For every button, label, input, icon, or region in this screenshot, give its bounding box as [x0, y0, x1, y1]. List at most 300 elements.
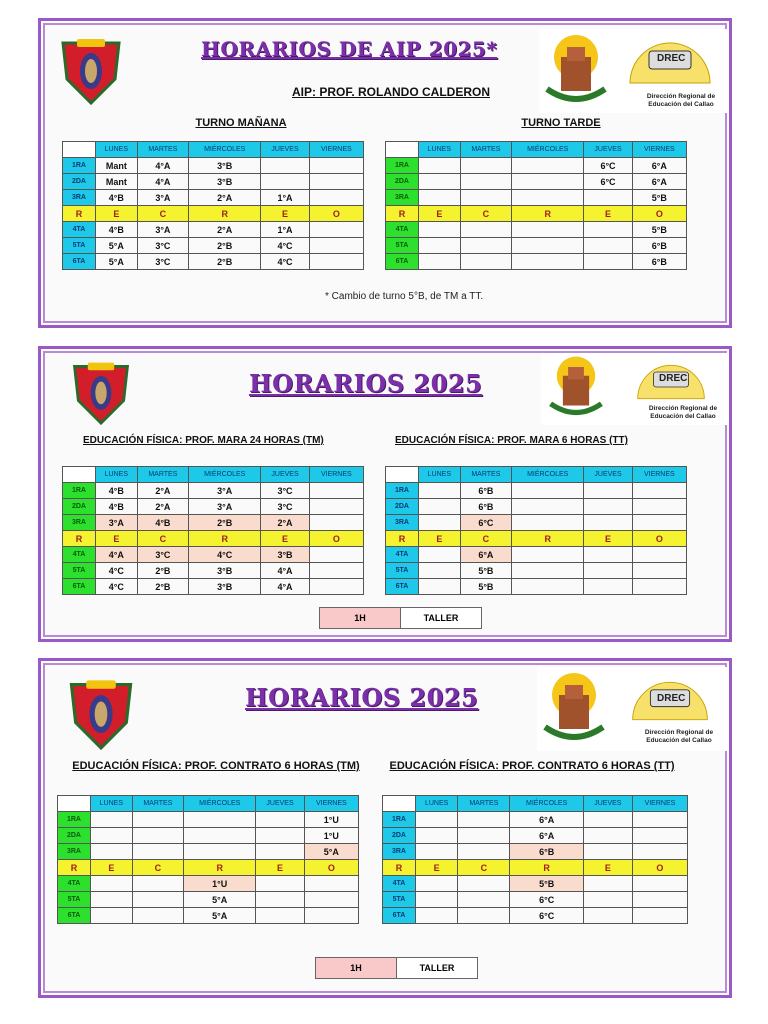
schedule-cell: [460, 158, 511, 174]
table-row: [58, 876, 359, 892]
schedule-cell: [309, 483, 363, 499]
table-row: [383, 844, 688, 860]
hour-label: 2DA: [63, 499, 96, 515]
left-shift-label: TURNO MAÑANA: [195, 117, 287, 129]
schedule-cell: 3°C: [137, 238, 188, 254]
schedule-cell: [632, 499, 686, 515]
schedule-cell: [132, 892, 183, 908]
schedule-cell: [309, 238, 363, 254]
hour-label: 5TA: [383, 892, 416, 908]
schedule-table-contrato-tm: [57, 795, 359, 924]
schedule-cell: 3°B: [189, 579, 261, 595]
schedule-cell: [256, 812, 304, 828]
schedule-cell: [460, 222, 511, 238]
schedule-cell: [184, 812, 256, 828]
recess-cell: E: [256, 860, 304, 876]
table-row: [383, 876, 688, 892]
schedule-cell: [632, 483, 686, 499]
schedule-cell: 6°C: [584, 174, 632, 190]
schedule-cell: 4°A: [96, 547, 138, 563]
schedule-cell: [584, 222, 632, 238]
callao-region-icon: [539, 669, 609, 749]
schedule-cell: [458, 844, 510, 860]
table-row: [386, 483, 687, 499]
schedule-cell: 3°B: [189, 158, 261, 174]
corner-cell: [63, 142, 96, 158]
schedule-cell: 4°C: [189, 547, 261, 563]
recess-cell: R: [58, 860, 91, 876]
recess-cell: R: [510, 860, 583, 876]
recess-cell: C: [132, 860, 183, 876]
schedule-cell: [460, 174, 511, 190]
recess-cell: R: [63, 531, 96, 547]
hour-label: 4TA: [383, 876, 416, 892]
schedule-cell: 4°A: [261, 563, 309, 579]
schedule-cell: 5°A: [184, 908, 256, 924]
hour-label: 4TA: [58, 876, 91, 892]
schedule-cell: 4°B: [96, 222, 138, 238]
legend: [315, 957, 478, 979]
recess-cell: E: [96, 206, 138, 222]
schedule-cell: [416, 908, 458, 924]
schedule-cell: [256, 892, 304, 908]
day-header: JUEVES: [261, 467, 309, 483]
day-header: VIERNES: [632, 142, 686, 158]
schedule-cell: [419, 547, 461, 563]
schedule-cell: [583, 812, 632, 828]
schedule-cell: [304, 908, 358, 924]
day-header: JUEVES: [261, 142, 309, 158]
schedule-cell: Mant: [96, 158, 138, 174]
schedule-cell: 6°B: [632, 254, 686, 270]
schedule-cell: 3°B: [189, 563, 261, 579]
schedule-cell: [309, 579, 363, 595]
schedule-cell: 3°C: [261, 499, 309, 515]
table-row: [58, 812, 359, 828]
schedule-cell: [632, 812, 687, 828]
schedule-cell: [512, 563, 584, 579]
recess-cell: R: [386, 206, 419, 222]
day-header: MIÉRCOLES: [512, 467, 584, 483]
card-title: HORARIOS 2025: [249, 369, 483, 398]
schedule-cell: 5°B: [632, 222, 686, 238]
table-row: [383, 812, 688, 828]
schedule-cell: 4°B: [96, 499, 138, 515]
schedule-cell: [583, 892, 632, 908]
schedule-cell: [458, 908, 510, 924]
schedule-cell: [460, 254, 511, 270]
schedule-cell: [512, 222, 584, 238]
schedule-cell: 4°C: [96, 579, 138, 595]
schedule-table-mara-tm: [62, 466, 364, 595]
table-row: [63, 254, 364, 270]
table-row: [63, 563, 364, 579]
header-row: [58, 796, 359, 812]
hour-label: 1RA: [386, 483, 419, 499]
hour-label: 4TA: [386, 547, 419, 563]
recess-cell: E: [583, 860, 632, 876]
schedule-cell: 1°A: [261, 190, 309, 206]
schedule-cell: [632, 892, 687, 908]
table-row: [383, 892, 688, 908]
hour-label: 1RA: [386, 158, 419, 174]
drec-caption: Dirección Regional de Educación del Callao: [644, 729, 714, 744]
table-row: [386, 579, 687, 595]
schedule-cell: [512, 499, 584, 515]
day-header: JUEVES: [584, 142, 632, 158]
recess-cell: E: [416, 860, 458, 876]
right-shift-label: TURNO TARDE: [521, 117, 601, 129]
hour-label: 3RA: [386, 515, 419, 531]
schedule-cell: [512, 547, 584, 563]
schedule-cell: [512, 579, 584, 595]
table-row: [63, 579, 364, 595]
header-row: [386, 142, 687, 158]
schedule-cell: [512, 483, 584, 499]
recess-cell: C: [137, 531, 188, 547]
schedule-cell: 1°U: [304, 828, 358, 844]
hour-label: 3RA: [386, 190, 419, 206]
day-header: JUEVES: [584, 467, 632, 483]
left-teacher-label: EDUCACIÓN FÍSICA: PROF. CONTRATO 6 HORAS (TM): [72, 760, 360, 772]
recess-cell: R: [63, 206, 96, 222]
recess-cell: R: [512, 531, 584, 547]
header-row: [63, 467, 364, 483]
schedule-cell: [309, 499, 363, 515]
table-row: [58, 828, 359, 844]
schedule-cell: Mant: [96, 174, 138, 190]
schedule-cell: [632, 908, 687, 924]
schedule-cell: [583, 844, 632, 860]
table-row: [386, 515, 687, 531]
schedule-cell: [309, 174, 363, 190]
schedule-cell: 6°B: [510, 844, 583, 860]
right-teacher-label: EDUCACIÓN FÍSICA: PROF. CONTRATO 6 HORAS (TT): [389, 760, 675, 772]
schedule-cell: 6°C: [460, 515, 511, 531]
schedule-cell: [460, 238, 511, 254]
recess-cell: E: [261, 531, 309, 547]
schedule-cell: [132, 876, 183, 892]
day-header: VIERNES: [309, 467, 363, 483]
legend: [319, 607, 482, 629]
schedule-cell: [256, 876, 304, 892]
schedule-cell: [584, 547, 632, 563]
day-header: MIÉRCOLES: [189, 142, 261, 158]
schedule-cell: 4°C: [261, 254, 309, 270]
hour-label: 4TA: [63, 547, 96, 563]
recess-cell: R: [184, 860, 256, 876]
schedule-table-morning: [62, 141, 364, 270]
schedule-cell: [419, 563, 461, 579]
recess-row: [63, 531, 364, 547]
schedule-cell: [416, 812, 458, 828]
day-header: MARTES: [458, 796, 510, 812]
drec-label: DREC: [657, 53, 686, 64]
schedule-cell: [512, 174, 584, 190]
table-row: [58, 892, 359, 908]
hour-label: 6TA: [383, 908, 416, 924]
hour-label: 3RA: [383, 844, 416, 860]
hour-label: 4TA: [386, 222, 419, 238]
schedule-cell: 3°A: [189, 483, 261, 499]
schedule-cell: [419, 190, 461, 206]
recess-row: [383, 860, 688, 876]
day-header: MARTES: [137, 467, 188, 483]
table-row: [63, 190, 364, 206]
schedule-cell: 6°B: [632, 238, 686, 254]
schedule-cell: [309, 515, 363, 531]
corner-cell: [58, 796, 91, 812]
recess-cell: O: [309, 531, 363, 547]
schedule-table-afternoon: [385, 141, 687, 270]
table-row: [63, 174, 364, 190]
schedule-cell: [584, 579, 632, 595]
right-teacher-label: EDUCACIÓN FÍSICA: PROF. MARA 6 HORAS (TT): [395, 435, 628, 446]
schedule-cell: 4°B: [96, 483, 138, 499]
schedule-cell: 3°C: [261, 483, 309, 499]
corner-cell: [383, 796, 416, 812]
hour-label: 1RA: [58, 812, 91, 828]
schedule-cell: [416, 844, 458, 860]
schedule-cell: 2°B: [137, 579, 188, 595]
recess-cell: E: [584, 531, 632, 547]
recess-cell: E: [419, 531, 461, 547]
table-row: [383, 828, 688, 844]
recess-cell: E: [96, 531, 138, 547]
schedule-cell: [512, 238, 584, 254]
hour-label: 5TA: [63, 563, 96, 579]
day-header: MARTES: [460, 142, 511, 158]
recess-cell: R: [512, 206, 584, 222]
schedule-cell: 6°B: [460, 499, 511, 515]
recess-cell: C: [458, 860, 510, 876]
day-header: MARTES: [460, 467, 511, 483]
schedule-cell: [309, 563, 363, 579]
school-shield-logo: [63, 671, 139, 753]
recess-cell: E: [261, 206, 309, 222]
school-shield-logo: [65, 357, 137, 425]
hour-label: 2DA: [63, 174, 96, 190]
schedule-cell: [584, 499, 632, 515]
schedule-cell: [632, 547, 686, 563]
table-row: [63, 547, 364, 563]
schedule-cell: 3°C: [137, 547, 188, 563]
schedule-cell: [184, 828, 256, 844]
schedule-cell: [184, 844, 256, 860]
day-header: JUEVES: [256, 796, 304, 812]
schedule-cell: 3°B: [189, 174, 261, 190]
schedule-cell: 4°C: [261, 238, 309, 254]
corner-cell: [63, 467, 96, 483]
hour-label: 2DA: [386, 174, 419, 190]
schedule-cell: 4°A: [137, 158, 188, 174]
table-row: [58, 908, 359, 924]
day-header: MIÉRCOLES: [510, 796, 583, 812]
drec-caption: Dirección Regional de Educación del Callao: [648, 405, 718, 420]
day-header: VIERNES: [632, 796, 687, 812]
recess-cell: R: [386, 531, 419, 547]
header-row: [383, 796, 688, 812]
schedule-cell: [583, 876, 632, 892]
recess-cell: R: [189, 206, 261, 222]
schedule-cell: 4°B: [137, 515, 188, 531]
school-shield-logo: [55, 33, 127, 105]
recess-cell: C: [460, 206, 511, 222]
schedule-cell: [512, 158, 584, 174]
hour-label: 2DA: [383, 828, 416, 844]
schedule-cell: [419, 254, 461, 270]
hour-label: 1RA: [383, 812, 416, 828]
schedule-cell: [309, 190, 363, 206]
hour-label: 2DA: [386, 499, 419, 515]
schedule-cell: 2°B: [137, 563, 188, 579]
table-row: [386, 547, 687, 563]
schedule-cell: 6°C: [510, 892, 583, 908]
schedule-cell: [132, 844, 183, 860]
recess-cell: C: [137, 206, 188, 222]
left-teacher-label: EDUCACIÓN FÍSICA: PROF. MARA 24 HORAS (TM): [83, 435, 324, 446]
hour-label: 5TA: [63, 238, 96, 254]
schedule-cell: [91, 844, 133, 860]
table-row: [63, 222, 364, 238]
schedule-cell: [419, 238, 461, 254]
corner-cell: [386, 467, 419, 483]
schedule-cell: 5°B: [460, 563, 511, 579]
table-row: [386, 499, 687, 515]
recess-cell: O: [309, 206, 363, 222]
schedule-cell: 2°A: [189, 222, 261, 238]
schedule-cell: [91, 828, 133, 844]
day-header: MIÉRCOLES: [189, 467, 261, 483]
schedule-cell: [460, 190, 511, 206]
schedule-cell: 5°B: [460, 579, 511, 595]
schedule-cell: [584, 190, 632, 206]
recess-cell: R: [189, 531, 261, 547]
card-title: HORARIOS 2025: [245, 683, 479, 712]
schedule-cell: [583, 908, 632, 924]
table-row: [58, 844, 359, 860]
schedule-cell: 4°A: [137, 174, 188, 190]
schedule-cell: [91, 908, 133, 924]
table-row: [63, 238, 364, 254]
hour-label: 3RA: [58, 844, 91, 860]
recess-row: [386, 531, 687, 547]
schedule-cell: [419, 579, 461, 595]
schedule-cell: [309, 254, 363, 270]
recess-row: [58, 860, 359, 876]
schedule-cell: 6°A: [510, 812, 583, 828]
recess-cell: E: [91, 860, 133, 876]
schedule-cell: 5°A: [96, 238, 138, 254]
schedule-cell: [584, 238, 632, 254]
teacher-subtitle: AIP: PROF. ROLANDO CALDERON: [292, 85, 490, 99]
recess-row: [386, 206, 687, 222]
schedule-cell: 1°U: [184, 876, 256, 892]
schedule-cell: 3°B: [261, 547, 309, 563]
drec-caption: Dirección Regional de Educación del Callao: [646, 93, 716, 108]
day-header: VIERNES: [304, 796, 358, 812]
footnote: * Cambio de turno 5°B, de TM a TT.: [325, 291, 484, 302]
day-header: MIÉRCOLES: [184, 796, 256, 812]
hour-label: 5TA: [386, 563, 419, 579]
schedule-cell: [458, 828, 510, 844]
schedule-cell: [632, 515, 686, 531]
schedule-cell: [419, 499, 461, 515]
recess-cell: O: [632, 860, 687, 876]
schedule-cell: 2°A: [137, 483, 188, 499]
legend-taller: TALLER: [401, 608, 482, 629]
schedule-cell: [419, 483, 461, 499]
card-title: HORARIOS DE AIP 2025*: [201, 37, 498, 61]
day-header: LUNES: [96, 467, 138, 483]
schedule-cell: 5°A: [96, 254, 138, 270]
table-row: [63, 483, 364, 499]
day-header: MIÉRCOLES: [512, 142, 584, 158]
hour-label: 1RA: [63, 158, 96, 174]
schedule-cell: [416, 892, 458, 908]
schedule-cell: [419, 158, 461, 174]
schedule-cell: [261, 174, 309, 190]
region-logos: [537, 667, 727, 751]
header-row: [63, 142, 364, 158]
schedule-cell: 3°A: [137, 190, 188, 206]
hour-label: 4TA: [63, 222, 96, 238]
day-header: LUNES: [419, 142, 461, 158]
schedule-cell: [309, 222, 363, 238]
schedule-table-mara-tt: [385, 466, 687, 595]
hour-label: 6TA: [58, 908, 91, 924]
region-logos: [541, 353, 729, 425]
day-header: LUNES: [91, 796, 133, 812]
schedule-cell: [91, 892, 133, 908]
day-header: JUEVES: [583, 796, 632, 812]
schedule-cell: 5°A: [184, 892, 256, 908]
schedule-cell: [256, 844, 304, 860]
callao-region-icon: [541, 31, 611, 111]
schedule-cell: [419, 174, 461, 190]
schedule-cell: [91, 812, 133, 828]
hour-label: 3RA: [63, 515, 96, 531]
schedule-cell: [419, 515, 461, 531]
recess-cell: E: [419, 206, 461, 222]
schedule-cell: [256, 908, 304, 924]
schedule-cell: 4°B: [96, 190, 138, 206]
table-row: [63, 515, 364, 531]
schedule-cell: [583, 828, 632, 844]
recess-cell: E: [584, 206, 632, 222]
day-header: VIERNES: [632, 467, 686, 483]
schedule-cell: [512, 254, 584, 270]
recess-cell: C: [460, 531, 511, 547]
hour-label: 6TA: [386, 254, 419, 270]
hour-label: 6TA: [386, 579, 419, 595]
schedule-cell: [458, 812, 510, 828]
header-row: [386, 467, 687, 483]
schedule-cell: [458, 876, 510, 892]
table-row: [386, 190, 687, 206]
schedule-cell: [261, 158, 309, 174]
schedule-cell: 5°B: [510, 876, 583, 892]
schedule-cell: 2°A: [189, 190, 261, 206]
schedule-cell: [309, 547, 363, 563]
schedule-cell: 4°A: [261, 579, 309, 595]
recess-cell: R: [383, 860, 416, 876]
schedule-cell: [584, 515, 632, 531]
schedule-cell: 2°A: [261, 515, 309, 531]
schedule-cell: [304, 892, 358, 908]
schedule-cell: [632, 579, 686, 595]
day-header: LUNES: [419, 467, 461, 483]
